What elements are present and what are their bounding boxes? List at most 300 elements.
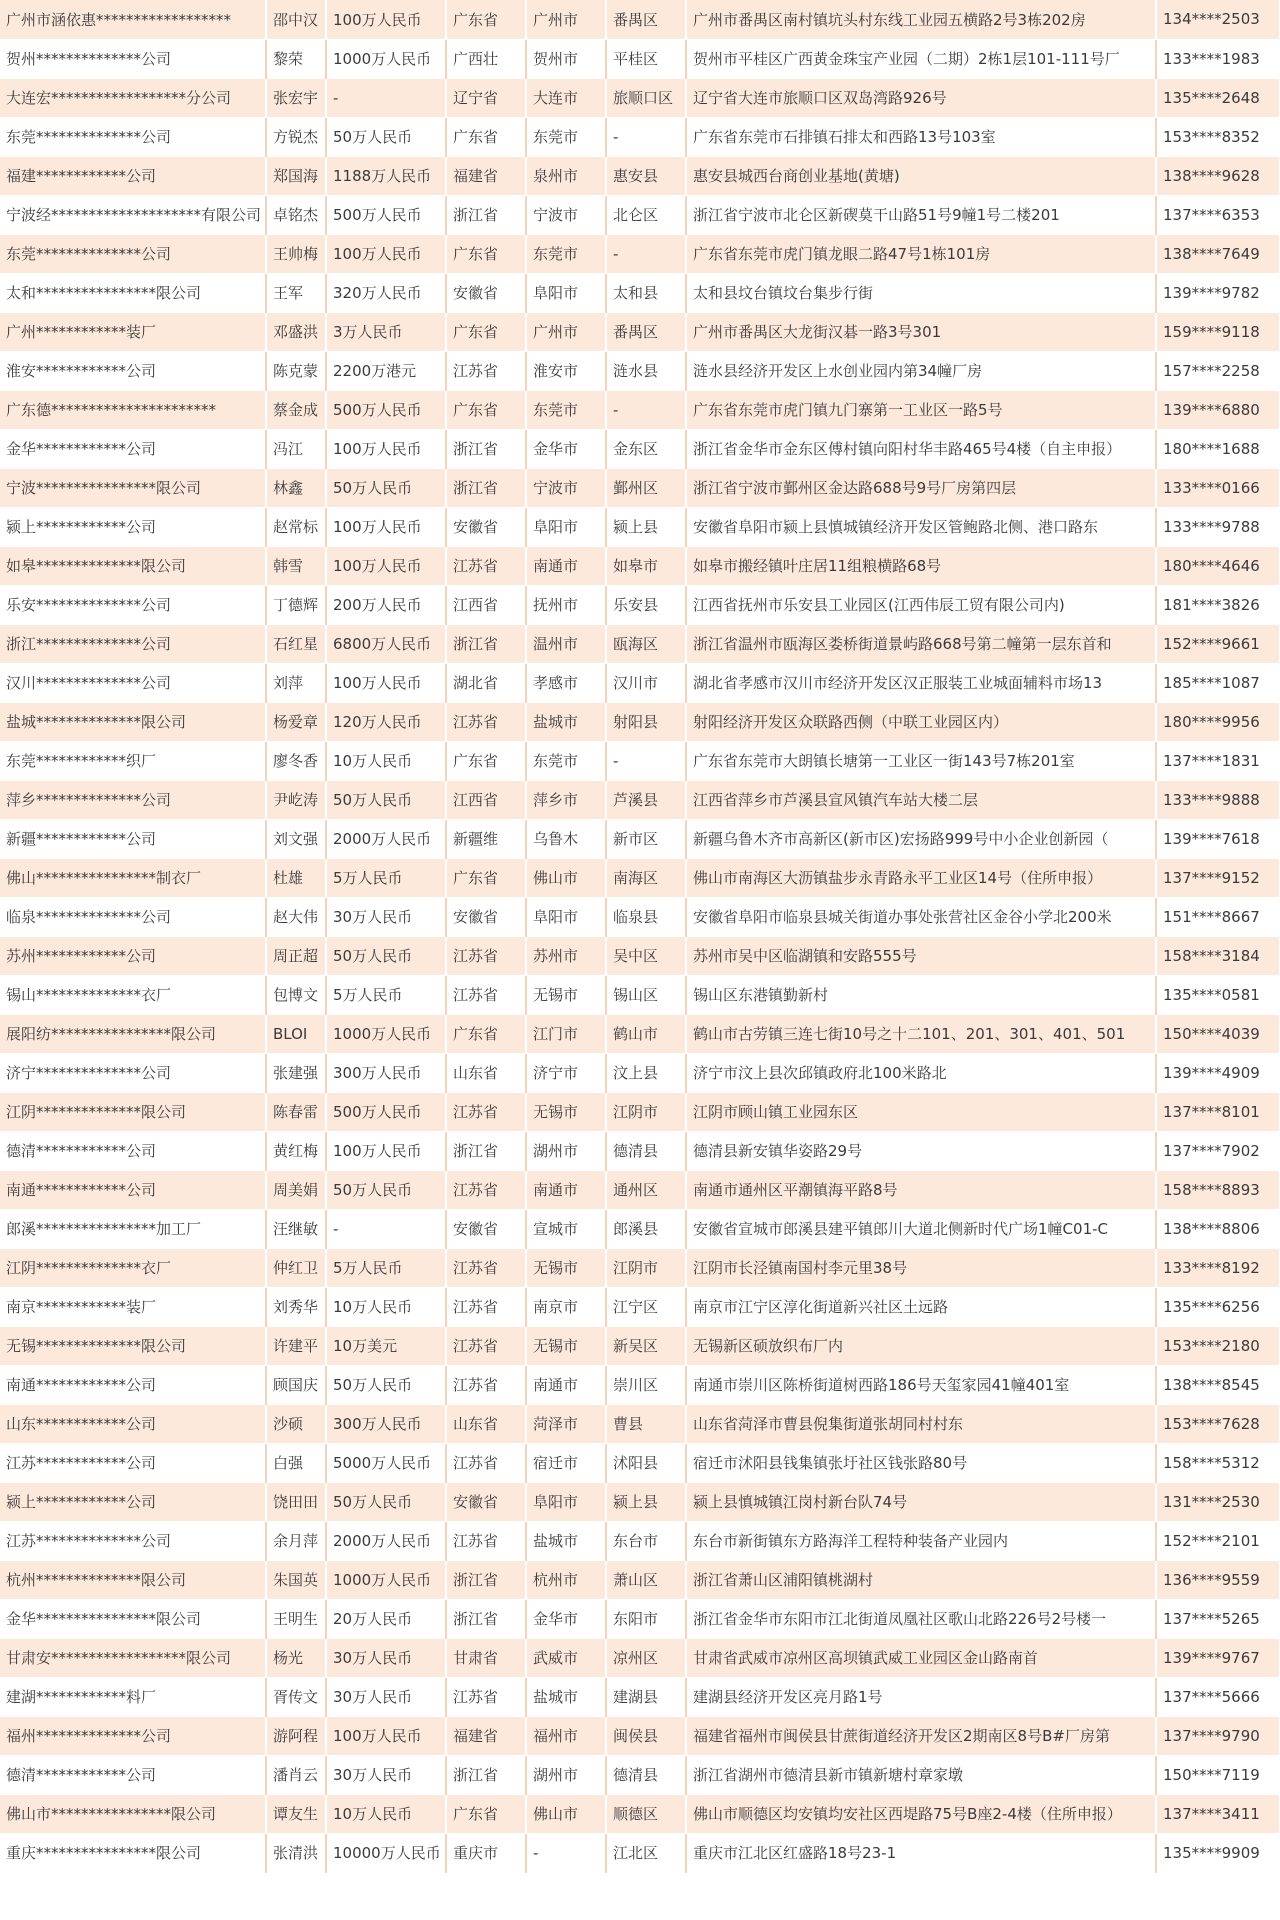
registered-capital-cell: 100万人民币 [326, 429, 446, 468]
province-cell: 江苏省 [446, 1521, 526, 1560]
address-cell: 新疆乌鲁木齐市高新区(新市区)宏扬路999号中小企业创新园（ [686, 819, 1156, 858]
company-name-cell: 贺州**************公司 [0, 39, 266, 78]
table-row [0, 1794, 1280, 1833]
city-cell: 萍乡市 [526, 780, 606, 819]
company-name-cell: 颍上************公司 [0, 1482, 266, 1521]
contact-person-cell: 潘肖云 [266, 1755, 326, 1794]
table-row [0, 1716, 1280, 1755]
company-name-cell: 苏州************公司 [0, 936, 266, 975]
company-name-cell: 建湖************料厂 [0, 1677, 266, 1716]
phone-cell: 139****4909 [1156, 1053, 1280, 1092]
company-name-cell: 锡山**************衣厂 [0, 975, 266, 1014]
city-cell: 金华市 [526, 429, 606, 468]
city-cell: 江门市 [526, 1014, 606, 1053]
city-cell: 无锡市 [526, 1092, 606, 1131]
company-name-cell: 广州************装厂 [0, 312, 266, 351]
phone-cell: 153****2180 [1156, 1326, 1280, 1365]
registered-capital-cell: 10000万人民币 [326, 1833, 446, 1872]
district-cell: 闽侯县 [606, 1716, 686, 1755]
province-cell: 安徽省 [446, 273, 526, 312]
district-cell: 金东区 [606, 429, 686, 468]
district-cell: 番禺区 [606, 312, 686, 351]
table-row [0, 585, 1280, 624]
contact-person-cell: BLOI [266, 1014, 326, 1053]
contact-person-cell: 冯江 [266, 429, 326, 468]
address-cell: 济宁市汶上县次邱镇政府北100米路北 [686, 1053, 1156, 1092]
contact-person-cell: 黄红梅 [266, 1131, 326, 1170]
province-cell: 江苏省 [446, 1677, 526, 1716]
phone-cell: 150****7119 [1156, 1755, 1280, 1794]
contact-person-cell: 许建平 [266, 1326, 326, 1365]
address-cell: 南通市通州区平潮镇海平路8号 [686, 1170, 1156, 1209]
registered-capital-cell: 100万人民币 [326, 507, 446, 546]
phone-cell: 139****9767 [1156, 1638, 1280, 1677]
province-cell: 安徽省 [446, 1482, 526, 1521]
table-row [0, 1326, 1280, 1365]
province-cell: 江西省 [446, 780, 526, 819]
phone-cell: 181****3826 [1156, 585, 1280, 624]
registered-capital-cell: 1000万人民币 [326, 1014, 446, 1053]
company-name-cell: 金华****************限公司 [0, 1599, 266, 1638]
district-cell: 乐安县 [606, 585, 686, 624]
phone-cell: 137****7902 [1156, 1131, 1280, 1170]
district-cell: - [606, 741, 686, 780]
table-row [0, 975, 1280, 1014]
registered-capital-cell: - [326, 78, 446, 117]
province-cell: 广东省 [446, 741, 526, 780]
phone-cell: 139****6880 [1156, 390, 1280, 429]
district-cell: 太和县 [606, 273, 686, 312]
registered-capital-cell: 300万人民币 [326, 1404, 446, 1443]
registered-capital-cell: 50万人民币 [326, 1365, 446, 1404]
city-cell: 南通市 [526, 546, 606, 585]
phone-cell: 158****8893 [1156, 1170, 1280, 1209]
district-cell: 萧山区 [606, 1560, 686, 1599]
contact-person-cell: 赵常标 [266, 507, 326, 546]
company-name-cell: 济宁**************公司 [0, 1053, 266, 1092]
province-cell: 山东省 [446, 1053, 526, 1092]
address-cell: 江西省萍乡市芦溪县宣风镇汽车站大楼二层 [686, 780, 1156, 819]
province-cell: 广东省 [446, 0, 526, 39]
district-cell: - [606, 390, 686, 429]
table-row [0, 312, 1280, 351]
address-cell: 颍上县慎城镇江岗村新台队74号 [686, 1482, 1156, 1521]
registered-capital-cell: 100万人民币 [326, 1716, 446, 1755]
city-cell: 湖州市 [526, 1131, 606, 1170]
contact-person-cell: 张宏宇 [266, 78, 326, 117]
phone-cell: 134****2503 [1156, 0, 1280, 39]
district-cell: 南海区 [606, 858, 686, 897]
table-row [0, 195, 1280, 234]
city-cell: 贺州市 [526, 39, 606, 78]
address-cell: 苏州市吴中区临湖镇和安路555号 [686, 936, 1156, 975]
table-row [0, 780, 1280, 819]
contact-person-cell: 汪继敏 [266, 1209, 326, 1248]
province-cell: 江苏省 [446, 975, 526, 1014]
city-cell: 东莞市 [526, 234, 606, 273]
province-cell: 广东省 [446, 390, 526, 429]
table-row [0, 1248, 1280, 1287]
phone-cell: 150****4039 [1156, 1014, 1280, 1053]
address-cell: 太和县坟台镇坟台集步行街 [686, 273, 1156, 312]
registered-capital-cell: 500万人民币 [326, 1092, 446, 1131]
address-cell: 广东省东莞市虎门镇龙眼二路47号1栋101房 [686, 234, 1156, 273]
company-name-cell: 盐城**************限公司 [0, 702, 266, 741]
table-row [0, 1833, 1280, 1872]
contact-person-cell: 白强 [266, 1443, 326, 1482]
phone-cell: 139****9782 [1156, 273, 1280, 312]
registered-capital-cell: 2200万港元 [326, 351, 446, 390]
registered-capital-cell: 500万人民币 [326, 390, 446, 429]
contact-person-cell: 张清洪 [266, 1833, 326, 1872]
phone-cell: 137****9152 [1156, 858, 1280, 897]
address-cell: 佛山市顺德区均安镇均安社区西堤路75号B座2-4楼（住所申报） [686, 1794, 1156, 1833]
registered-capital-cell: 50万人民币 [326, 936, 446, 975]
city-cell: 东莞市 [526, 390, 606, 429]
province-cell: 浙江省 [446, 1131, 526, 1170]
city-cell: 南京市 [526, 1287, 606, 1326]
address-cell: 惠安县城西台商创业基地(黄塘) [686, 156, 1156, 195]
phone-cell: 138****9628 [1156, 156, 1280, 195]
table-row [0, 702, 1280, 741]
city-cell: 淮安市 [526, 351, 606, 390]
company-name-cell: 东莞************织厂 [0, 741, 266, 780]
table-row [0, 546, 1280, 585]
table-row [0, 1131, 1280, 1170]
address-cell: 锡山区东港镇勤新村 [686, 975, 1156, 1014]
registered-capital-cell: 30万人民币 [326, 897, 446, 936]
table-row [0, 234, 1280, 273]
company-name-cell: 淮安************公司 [0, 351, 266, 390]
district-cell: 新市区 [606, 819, 686, 858]
province-cell: 浙江省 [446, 468, 526, 507]
table-row [0, 1443, 1280, 1482]
company-name-cell: 郎溪****************加工厂 [0, 1209, 266, 1248]
address-cell: 南京市江宁区淳化街道新兴社区土远路 [686, 1287, 1156, 1326]
address-cell: 浙江省宁波市北仑区新碶莫干山路51号9幢1号二楼201 [686, 195, 1156, 234]
address-cell: 福建省福州市闽侯县甘蔗街道经济开发区2期南区8号B#厂房第 [686, 1716, 1156, 1755]
registered-capital-cell: 2000万人民币 [326, 1521, 446, 1560]
province-cell: 江苏省 [446, 1326, 526, 1365]
contact-person-cell: 石红星 [266, 624, 326, 663]
registered-capital-cell: 1000万人民币 [326, 1560, 446, 1599]
district-cell: 北仑区 [606, 195, 686, 234]
company-name-cell: 德清************公司 [0, 1131, 266, 1170]
phone-cell: 131****2530 [1156, 1482, 1280, 1521]
address-cell: 重庆市江北区红盛路18号23-1 [686, 1833, 1156, 1872]
table-row [0, 1014, 1280, 1053]
registered-capital-cell: 5万人民币 [326, 975, 446, 1014]
table-row [0, 0, 1280, 39]
province-cell: 广东省 [446, 1794, 526, 1833]
province-cell: 广东省 [446, 234, 526, 273]
province-cell: 安徽省 [446, 897, 526, 936]
company-name-cell: 南通************公司 [0, 1170, 266, 1209]
phone-cell: 136****9559 [1156, 1560, 1280, 1599]
city-cell: 宿迁市 [526, 1443, 606, 1482]
table-row [0, 1092, 1280, 1131]
contact-person-cell: 廖冬香 [266, 741, 326, 780]
contact-person-cell: 刘秀华 [266, 1287, 326, 1326]
district-cell: 崇川区 [606, 1365, 686, 1404]
address-cell: 安徽省阜阳市临泉县城关街道办事处张营社区金谷小学北200米 [686, 897, 1156, 936]
district-cell: 番禺区 [606, 0, 686, 39]
registered-capital-cell: 1188万人民币 [326, 156, 446, 195]
contact-person-cell: 韩雪 [266, 546, 326, 585]
company-name-cell: 汉川**************公司 [0, 663, 266, 702]
province-cell: 江西省 [446, 585, 526, 624]
table-row [0, 507, 1280, 546]
address-cell: 涟水县经济开发区上水创业园内第34幢厂房 [686, 351, 1156, 390]
province-cell: 江苏省 [446, 1092, 526, 1131]
province-cell: 江苏省 [446, 1287, 526, 1326]
city-cell: 杭州市 [526, 1560, 606, 1599]
table-row [0, 819, 1280, 858]
province-cell: 甘肃省 [446, 1638, 526, 1677]
district-cell: 射阳县 [606, 702, 686, 741]
city-cell: 大连市 [526, 78, 606, 117]
address-cell: 贺州市平桂区广西黄金珠宝产业园（二期）2栋1层101-111号厂 [686, 39, 1156, 78]
table-row [0, 351, 1280, 390]
phone-cell: 158****5312 [1156, 1443, 1280, 1482]
company-name-cell: 广州市涵依惠****************** [0, 0, 266, 39]
phone-cell: 138****8545 [1156, 1365, 1280, 1404]
city-cell: 盐城市 [526, 1677, 606, 1716]
contact-person-cell: 顾国庆 [266, 1365, 326, 1404]
phone-cell: 153****8352 [1156, 117, 1280, 156]
registered-capital-cell: 10万美元 [326, 1326, 446, 1365]
company-name-cell: 东莞**************公司 [0, 234, 266, 273]
table-row [0, 1755, 1280, 1794]
city-cell: 盐城市 [526, 702, 606, 741]
contact-person-cell: 王明生 [266, 1599, 326, 1638]
province-cell: 福建省 [446, 156, 526, 195]
district-cell: 瓯海区 [606, 624, 686, 663]
district-cell: 锡山区 [606, 975, 686, 1014]
address-cell: 鹤山市古劳镇三连七街10号之十二101、201、301、401、501 [686, 1014, 1156, 1053]
city-cell: 阜阳市 [526, 1482, 606, 1521]
city-cell: 无锡市 [526, 1248, 606, 1287]
address-cell: 建湖县经济开发区亮月路1号 [686, 1677, 1156, 1716]
city-cell: 温州市 [526, 624, 606, 663]
registered-capital-cell: 10万人民币 [326, 1794, 446, 1833]
company-name-cell: 江阴**************限公司 [0, 1092, 266, 1131]
phone-cell: 152****2101 [1156, 1521, 1280, 1560]
contact-person-cell: 尹屹涛 [266, 780, 326, 819]
district-cell: 颍上县 [606, 1482, 686, 1521]
table-row [0, 1638, 1280, 1677]
district-cell: 江北区 [606, 1833, 686, 1872]
contact-person-cell: 陈春雷 [266, 1092, 326, 1131]
phone-cell: 152****9661 [1156, 624, 1280, 663]
phone-cell: 180****1688 [1156, 429, 1280, 468]
company-name-cell: 金华************公司 [0, 429, 266, 468]
city-cell: 南通市 [526, 1365, 606, 1404]
address-cell: 宿迁市沭阳县钱集镇张圩社区钱张路80号 [686, 1443, 1156, 1482]
city-cell: 苏州市 [526, 936, 606, 975]
registered-capital-cell: 30万人民币 [326, 1677, 446, 1716]
province-cell: 辽宁省 [446, 78, 526, 117]
province-cell: 福建省 [446, 1716, 526, 1755]
phone-cell: 137****3411 [1156, 1794, 1280, 1833]
district-cell: 江阴市 [606, 1092, 686, 1131]
contact-person-cell: 赵大伟 [266, 897, 326, 936]
registered-capital-cell: 100万人民币 [326, 0, 446, 39]
address-cell: 江阴市长泾镇南国村李元里38号 [686, 1248, 1156, 1287]
company-name-cell: 浙江**************公司 [0, 624, 266, 663]
company-name-cell: 重庆****************限公司 [0, 1833, 266, 1872]
district-cell: 郎溪县 [606, 1209, 686, 1248]
district-cell: 德清县 [606, 1755, 686, 1794]
district-cell: 东阳市 [606, 1599, 686, 1638]
contact-person-cell: 游阿程 [266, 1716, 326, 1755]
registered-capital-cell: 100万人民币 [326, 663, 446, 702]
province-cell: 湖北省 [446, 663, 526, 702]
address-cell: 江西省抚州市乐安县工业园区(江西伟辰工贸有限公司内) [686, 585, 1156, 624]
registered-capital-cell: 10万人民币 [326, 741, 446, 780]
province-cell: 江苏省 [446, 1443, 526, 1482]
contact-person-cell: 陈克蒙 [266, 351, 326, 390]
registered-capital-cell: 100万人民币 [326, 1131, 446, 1170]
registered-capital-cell: 30万人民币 [326, 1638, 446, 1677]
address-cell: 浙江省湖州市德清县新市镇新塘村章家墩 [686, 1755, 1156, 1794]
registered-capital-cell: - [326, 1209, 446, 1248]
company-name-cell: 福州**************公司 [0, 1716, 266, 1755]
district-cell: 汉川市 [606, 663, 686, 702]
phone-cell: 133****1983 [1156, 39, 1280, 78]
city-cell: 乌鲁木 [526, 819, 606, 858]
district-cell: 吴中区 [606, 936, 686, 975]
company-name-cell: 新疆************公司 [0, 819, 266, 858]
province-cell: 江苏省 [446, 702, 526, 741]
district-cell: 德清县 [606, 1131, 686, 1170]
registered-capital-cell: 50万人民币 [326, 468, 446, 507]
phone-cell: 137****9790 [1156, 1716, 1280, 1755]
district-cell: 江宁区 [606, 1287, 686, 1326]
contact-person-cell: 谭友生 [266, 1794, 326, 1833]
company-name-cell: 宁波经********************有限公司 [0, 195, 266, 234]
contact-person-cell: 包博文 [266, 975, 326, 1014]
phone-cell: 138****8806 [1156, 1209, 1280, 1248]
province-cell: 江苏省 [446, 351, 526, 390]
company-name-cell: 甘肃安******************限公司 [0, 1638, 266, 1677]
address-cell: 射阳经济开发区众联路西侧（中联工业园区内） [686, 702, 1156, 741]
province-cell: 江苏省 [446, 1365, 526, 1404]
contact-person-cell: 王军 [266, 273, 326, 312]
phone-cell: 133****9788 [1156, 507, 1280, 546]
registered-capital-cell: 300万人民币 [326, 1053, 446, 1092]
contact-person-cell: 饶田田 [266, 1482, 326, 1521]
province-cell: 浙江省 [446, 195, 526, 234]
contact-person-cell: 方锐杰 [266, 117, 326, 156]
phone-cell: 138****7649 [1156, 234, 1280, 273]
company-name-cell: 江阴**************衣厂 [0, 1248, 266, 1287]
phone-cell: 180****4646 [1156, 546, 1280, 585]
table-row [0, 858, 1280, 897]
table-row [0, 1677, 1280, 1716]
company-name-cell: 无锡**************限公司 [0, 1326, 266, 1365]
table-row [0, 936, 1280, 975]
address-cell: 广东省东莞市石排镇石排太和西路13号103室 [686, 117, 1156, 156]
district-cell: 鄞州区 [606, 468, 686, 507]
contact-person-cell: 邵中汉 [266, 0, 326, 39]
address-cell: 广东省东莞市大朗镇长塘第一工业区一街143号7栋201室 [686, 741, 1156, 780]
city-cell: 济宁市 [526, 1053, 606, 1092]
phone-cell: 137****5666 [1156, 1677, 1280, 1716]
district-cell: 东台市 [606, 1521, 686, 1560]
contact-person-cell: 丁德辉 [266, 585, 326, 624]
contact-person-cell: 杨光 [266, 1638, 326, 1677]
city-cell: 泉州市 [526, 156, 606, 195]
address-cell: 广州市番禺区大龙街汉碁一路3号301 [686, 312, 1156, 351]
phone-cell: 133****8192 [1156, 1248, 1280, 1287]
contact-person-cell: 刘文强 [266, 819, 326, 858]
city-cell: 宣城市 [526, 1209, 606, 1248]
province-cell: 浙江省 [446, 429, 526, 468]
table-row [0, 1521, 1280, 1560]
contact-person-cell: 杨爱章 [266, 702, 326, 741]
city-cell: 广州市 [526, 0, 606, 39]
province-cell: 江苏省 [446, 1248, 526, 1287]
phone-cell: 153****7628 [1156, 1404, 1280, 1443]
address-cell: 广东省东莞市虎门镇九门寨第一工业区一路5号 [686, 390, 1156, 429]
address-cell: 浙江省金华市金东区傅村镇向阳村华丰路465号4楼（自主申报） [686, 429, 1156, 468]
company-name-cell: 如皋**************限公司 [0, 546, 266, 585]
district-cell: 新吴区 [606, 1326, 686, 1365]
phone-cell: 135****9909 [1156, 1833, 1280, 1872]
province-cell: 广西壮 [446, 39, 526, 78]
district-cell: 惠安县 [606, 156, 686, 195]
district-cell: 鹤山市 [606, 1014, 686, 1053]
address-cell: 德清县新安镇华姿路29号 [686, 1131, 1156, 1170]
table-row [0, 741, 1280, 780]
phone-cell: 185****1087 [1156, 663, 1280, 702]
registered-capital-cell: 120万人民币 [326, 702, 446, 741]
registered-capital-cell: 200万人民币 [326, 585, 446, 624]
city-cell: 广州市 [526, 312, 606, 351]
city-cell: 武威市 [526, 1638, 606, 1677]
address-cell: 山东省菏泽市曹县倪集街道张胡同村村东 [686, 1404, 1156, 1443]
district-cell: 平桂区 [606, 39, 686, 78]
address-cell: 东台市新街镇东方路海洋工程特种装备产业园内 [686, 1521, 1156, 1560]
province-cell: 山东省 [446, 1404, 526, 1443]
company-name-cell: 东莞**************公司 [0, 117, 266, 156]
contact-person-cell: 蔡金成 [266, 390, 326, 429]
company-name-cell: 佛山****************制衣厂 [0, 858, 266, 897]
table-row [0, 1482, 1280, 1521]
province-cell: 广东省 [446, 117, 526, 156]
contact-person-cell: 仲红卫 [266, 1248, 326, 1287]
phone-cell: 133****9888 [1156, 780, 1280, 819]
district-cell: 旅顺口区 [606, 78, 686, 117]
phone-cell: 139****7618 [1156, 819, 1280, 858]
address-cell: 浙江省温州市瓯海区娄桥街道景屿路668号第二幢第一层东首和 [686, 624, 1156, 663]
registered-capital-cell: 50万人民币 [326, 1482, 446, 1521]
registered-capital-cell: 5万人民币 [326, 858, 446, 897]
company-name-cell: 江苏**************公司 [0, 1521, 266, 1560]
contact-person-cell: 郑国海 [266, 156, 326, 195]
address-cell: 佛山市南海区大沥镇盐步永青路永平工业区14号（住所申报） [686, 858, 1156, 897]
address-cell: 如皋市搬经镇叶庄居11组粮横路68号 [686, 546, 1156, 585]
phone-cell: 151****8667 [1156, 897, 1280, 936]
table-row [0, 624, 1280, 663]
contact-person-cell: 胥传文 [266, 1677, 326, 1716]
city-cell: 菏泽市 [526, 1404, 606, 1443]
table-row [0, 1053, 1280, 1092]
province-cell: 江苏省 [446, 936, 526, 975]
table-row [0, 468, 1280, 507]
table-row [0, 390, 1280, 429]
